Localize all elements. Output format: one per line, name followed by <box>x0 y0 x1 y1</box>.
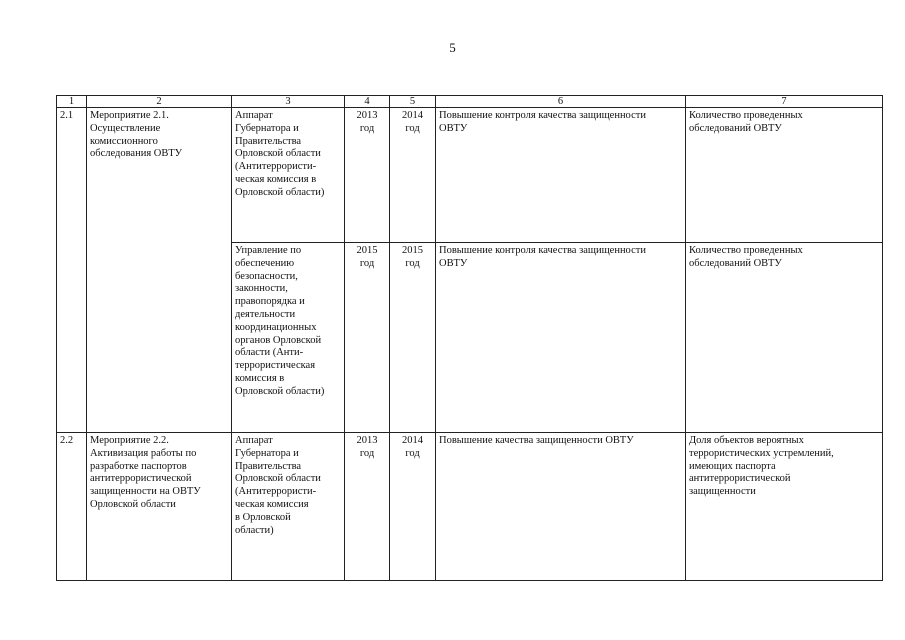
executor-cell: Управление по обеспечению безопасности, законности, правопорядка и деятельности координационных органов Орловской области (Анти- террористическая комиссия в Орловской области) <box>232 243 345 433</box>
result-cell: Повышение контроля качества защищенности ОВТУ <box>436 108 686 243</box>
end-year-cell: 2014 год <box>390 433 436 581</box>
end-year-cell: 2014 год <box>390 108 436 243</box>
plan-table <box>56 95 883 581</box>
event-cell: Мероприятие 2.2. Активизация работы по разработке паспортов антитеррористической защищенности на ОВТУ Орловской области <box>87 433 232 581</box>
result-cell: Повышение качества защищенности ОВТУ <box>436 433 686 581</box>
page-number: 5 <box>449 40 456 55</box>
indicator-cell: Количество проведенных обследований ОВТУ <box>686 108 883 243</box>
indicator-cell: Доля объектов вероятных террористических устремлений, имеющих паспорта антитеррористической защищенности <box>686 433 883 581</box>
start-year-cell: 2015 год <box>345 243 390 433</box>
col-header-1: 1 <box>57 96 87 108</box>
end-year-cell: 2015 год <box>390 243 436 433</box>
executor-cell: Аппарат Губернатора и Правительства Орловской области (Антитеррористи- ческая комиссия в Орловской области) <box>232 433 345 581</box>
col-header-2: 2 <box>87 96 232 108</box>
executor-cell: Аппарат Губернатора и Правительства Орловской области (Антитеррористи- ческая комиссия в Орловской области) <box>232 108 345 243</box>
indicator-cell: Количество проведенных обследований ОВТУ <box>686 243 883 433</box>
col-header-3: 3 <box>232 96 345 108</box>
col-header-7: 7 <box>686 96 883 108</box>
row-number: 2.2 <box>57 433 87 581</box>
col-header-4: 4 <box>345 96 390 108</box>
start-year-cell: 2013 год <box>345 108 390 243</box>
header-row <box>57 96 883 108</box>
table-row <box>57 433 883 581</box>
table-row <box>57 108 883 243</box>
start-year-cell: 2013 год <box>345 433 390 581</box>
col-header-6: 6 <box>436 96 686 108</box>
result-cell: Повышение контроля качества защищенности ОВТУ <box>436 243 686 433</box>
event-cell: Мероприятие 2.1. Осуществление комиссионного обследования ОВТУ <box>87 108 232 433</box>
col-header-5: 5 <box>390 96 436 108</box>
row-number: 2.1 <box>57 108 87 433</box>
